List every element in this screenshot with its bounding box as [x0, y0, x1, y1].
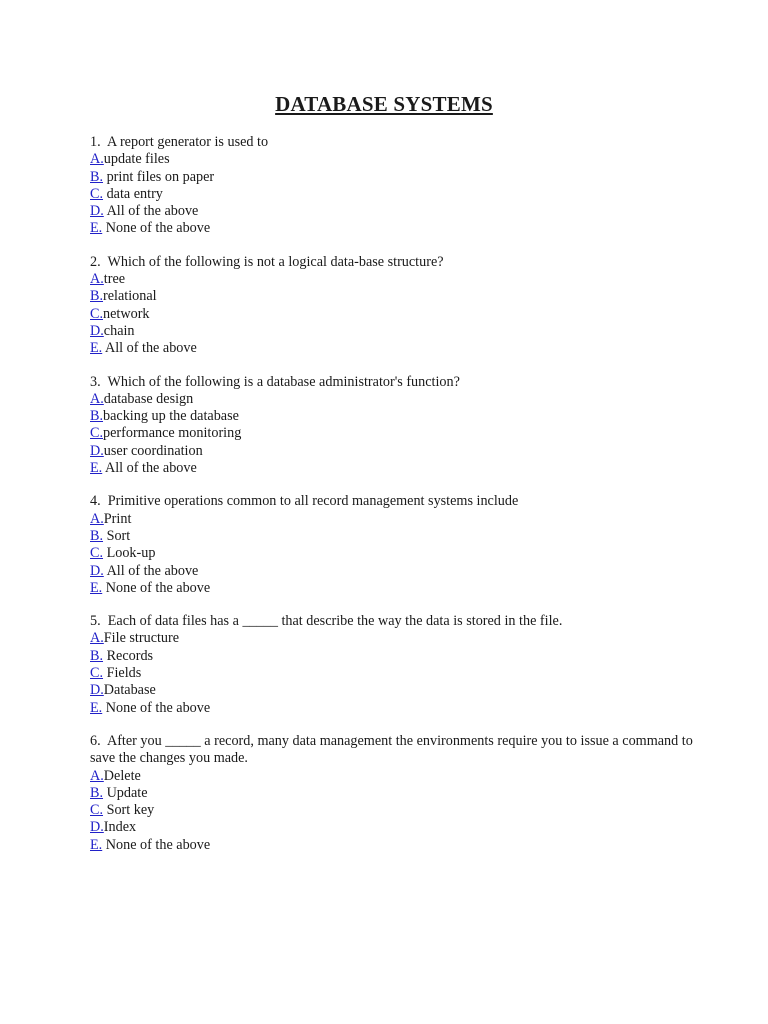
option-text: All of the above: [104, 460, 197, 477]
question-6: [90, 733, 700, 854]
question-3: [90, 374, 700, 478]
option-text: print files on paper: [106, 168, 215, 185]
question-text: [90, 493, 700, 510]
option-b: [90, 785, 700, 802]
question-1: [90, 134, 700, 238]
option-a: [90, 768, 700, 785]
option-text: user coordination: [103, 442, 203, 459]
question-number: 5.: [90, 613, 101, 630]
option-e: [90, 837, 700, 854]
option-text: chain: [103, 322, 135, 339]
option-letter-link[interactable]: D.: [90, 819, 104, 836]
option-letter-link[interactable]: C.: [90, 665, 104, 682]
option-text: None of the above: [105, 699, 211, 716]
option-d: [90, 443, 700, 460]
option-letter-link[interactable]: A.: [90, 630, 104, 647]
option-text: data entry: [106, 185, 163, 202]
option-b: [90, 528, 700, 545]
question-5: [90, 613, 700, 717]
option-e: [90, 700, 700, 717]
option-text: File structure: [103, 630, 180, 647]
option-text: All of the above: [104, 340, 197, 357]
question-list: [90, 134, 700, 870]
option-text: relational: [103, 288, 157, 305]
option-b: [90, 288, 700, 305]
question-text: [90, 733, 700, 768]
option-d: [90, 323, 700, 340]
option-letter-link[interactable]: D.: [90, 682, 104, 699]
option-letter-link[interactable]: D.: [90, 442, 104, 459]
option-text: None of the above: [105, 220, 211, 237]
option-text: Update: [106, 784, 148, 801]
option-text: Delete: [103, 767, 141, 784]
option-letter-link[interactable]: E.: [90, 699, 103, 716]
option-text: database design: [103, 390, 194, 407]
option-letter-link[interactable]: E.: [90, 836, 103, 853]
option-a: [90, 271, 700, 288]
option-letter-link[interactable]: C.: [90, 545, 104, 562]
option-letter-link[interactable]: B.: [90, 784, 104, 801]
option-c: [90, 545, 700, 562]
option-a: [90, 391, 700, 408]
option-text: Records: [106, 647, 154, 664]
option-a: [90, 630, 700, 647]
option-text: Sort: [106, 527, 131, 544]
option-c: [90, 802, 700, 819]
option-letter-link[interactable]: A.: [90, 510, 104, 527]
option-letter-link[interactable]: C.: [90, 185, 104, 202]
question-prompt: Which of the following is a database administrator's function?: [107, 373, 460, 390]
option-c: [90, 665, 700, 682]
question-number: 1.: [90, 134, 101, 150]
option-letter-link[interactable]: B.: [90, 647, 104, 664]
question-text: [90, 374, 700, 391]
option-letter-link[interactable]: B.: [90, 527, 104, 544]
option-letter-link[interactable]: E.: [90, 460, 103, 477]
question-prompt: After you _____ a record, many data management the environments require you to issue a command to save the changes you made.: [90, 732, 697, 767]
option-text: Database: [103, 682, 156, 699]
option-text: backing up the database: [103, 408, 239, 425]
option-b: [90, 648, 700, 665]
option-a: [90, 511, 700, 528]
question-prompt: Primitive operations common to all record management systems include: [107, 493, 519, 510]
option-text: Print: [103, 510, 132, 527]
option-a: [90, 151, 700, 168]
option-c: [90, 306, 700, 323]
option-text: Index: [103, 819, 137, 836]
option-text: Look-up: [106, 545, 156, 562]
option-d: [90, 203, 700, 220]
option-d: [90, 563, 700, 580]
option-d: [90, 819, 700, 836]
option-e: [90, 460, 700, 477]
option-c: [90, 425, 700, 442]
option-letter-link[interactable]: E.: [90, 340, 103, 357]
option-letter-link[interactable]: A.: [90, 271, 104, 288]
option-b: [90, 408, 700, 425]
option-letter-link[interactable]: C.: [90, 425, 104, 442]
question-text: [90, 613, 700, 630]
option-letter-link[interactable]: C.: [90, 305, 104, 322]
option-letter-link[interactable]: A.: [90, 767, 104, 784]
option-letter-link[interactable]: D.: [90, 203, 104, 220]
option-letter-link[interactable]: E.: [90, 220, 103, 237]
option-text: tree: [103, 271, 126, 288]
option-text: None of the above: [105, 836, 211, 853]
option-e: [90, 580, 700, 597]
option-b: [90, 169, 700, 186]
option-text: network: [103, 305, 150, 322]
option-text: None of the above: [105, 579, 211, 596]
option-e: [90, 220, 700, 237]
option-letter-link[interactable]: C.: [90, 802, 104, 819]
option-text: Fields: [106, 665, 142, 682]
option-text: performance monitoring: [103, 425, 242, 442]
page-title: DATABASE SYSTEMS: [275, 92, 493, 116]
question-prompt: Each of data files has a _____ that describe the way the data is stored in the file.: [107, 613, 563, 630]
question-4: [90, 493, 700, 597]
question-2: [90, 254, 700, 358]
option-d: [90, 682, 700, 699]
option-text: All of the above: [106, 203, 199, 220]
option-letter-link[interactable]: D.: [90, 562, 104, 579]
option-letter-link[interactable]: B.: [90, 408, 104, 425]
option-letter-link[interactable]: D.: [90, 322, 104, 339]
question-text: [90, 134, 700, 151]
question-number: 2.: [90, 253, 101, 270]
option-c: [90, 186, 700, 203]
question-number: 6.: [90, 732, 101, 749]
question-number: 4.: [90, 493, 101, 510]
question-prompt: Which of the following is not a logical data-base structure?: [107, 253, 444, 270]
question-number: 3.: [90, 373, 101, 390]
option-letter-link[interactable]: E.: [90, 579, 103, 596]
option-text: update files: [103, 151, 170, 168]
question-text: [90, 254, 700, 271]
option-text: All of the above: [106, 562, 199, 579]
option-letter-link[interactable]: A.: [90, 151, 104, 168]
option-e: [90, 340, 700, 357]
option-letter-link[interactable]: A.: [90, 390, 104, 407]
option-text: Sort key: [106, 802, 155, 819]
option-letter-link[interactable]: B.: [90, 168, 104, 185]
option-letter-link[interactable]: B.: [90, 288, 104, 305]
question-prompt: A report generator is used to: [106, 134, 269, 150]
